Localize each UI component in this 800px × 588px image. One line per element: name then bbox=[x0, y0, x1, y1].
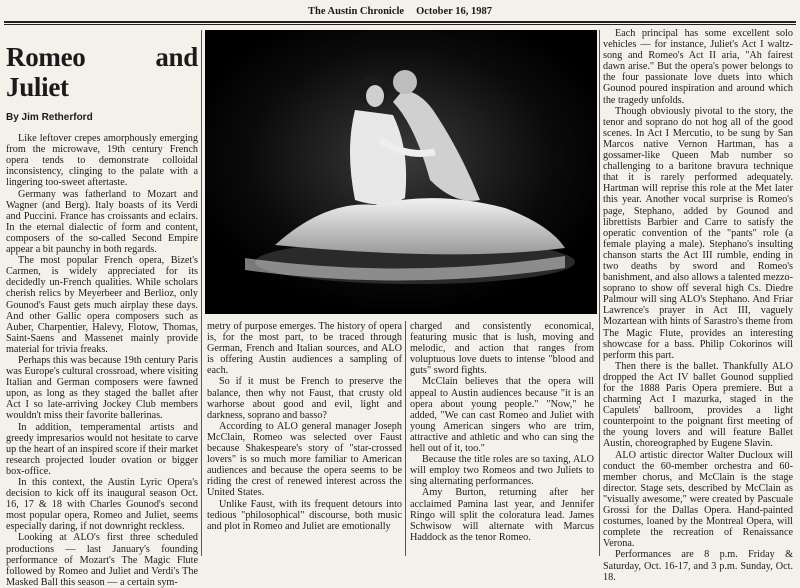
paragraph: Because the title roles are so taxing, ALO will employ two Romeos and two Juliets to sing alternating performances. bbox=[410, 454, 594, 488]
paragraph: Looking at ALO's first three scheduled productions — last January's founding performance of Mozart's The Magic Flute followed by Romeo and Juliet and Verdi's The Masked Ball this season — a certain sym- bbox=[6, 532, 198, 588]
article-byline: By Jim Retherford bbox=[6, 112, 93, 123]
paragraph: ALO artistic director Walter Ducloux will conduct the 60-member orchestra and 60-member chorus, and McClain is the stage director. Stage sets, described by McClain as "visually awesome," were created by Pascuale Grossi for the Dallas Opera. Hand-painted costumes, loaned by the Montreal Opera, will complete the recreation of Renaissance Verona. bbox=[603, 449, 793, 550]
article-headline: Romeo and Juliet bbox=[6, 42, 198, 102]
photo-illustration bbox=[205, 30, 597, 314]
column-divider bbox=[599, 30, 600, 556]
column-divider bbox=[405, 321, 406, 556]
running-head bbox=[0, 6, 800, 20]
paragraph: According to ALO general manager Joseph McClain, Romeo was selected over Faust because Shakespeare's story of "star-crossed lovers" is so much more familiar to American audiences and because the opera seems to be riding the crest of renewed interest across the United States. bbox=[207, 420, 402, 499]
paragraph: The most popular French opera, Bizet's Carmen, is widely appreciated for its decidedly un-French qualities. While scholars cherish relics by Meyerbeer and Berlioz, only Gounod's Faust gets much airplay these days. And other Gallic opera composers such as Auber, Charpentier, Halevy, Flotow, Thomas, Saint-Saens and Massenet mainly provide material for trivia freaks. bbox=[6, 255, 198, 355]
article-column-3 bbox=[410, 321, 594, 543]
article-column-1 bbox=[6, 38, 198, 588]
paragraph: Germany was fatherland to Mozart and Wagner (and Berg). Italy boasts of its Verdi and Puccini. France has croissants and eclairs. In the eternal dialectic of form and content, composers of the so-called Second Empire appear a bit paunchy in both regards. bbox=[6, 188, 198, 256]
issue-date: October 16, 1987 bbox=[416, 6, 492, 17]
paragraph: charged and consistently economical, featuring music that is lush, moving and melodic, and action that ranges from voluptuous love duets to intense "blood and guts" sword fights. bbox=[410, 321, 594, 377]
publication-name: The Austin Chronicle bbox=[308, 6, 405, 17]
paragraph: McClain believes that the opera will appeal to Austin audiences because "it is an opera about young people." "Now," he added, "We can cast Romeo and Juliet with young American singers who are trim, attractive and athletic and who can sing the hell out of it, too." bbox=[410, 376, 594, 455]
article-column-2 bbox=[207, 321, 402, 532]
paragraph: Performances are 8 p.m. Friday & Saturday, Oct. 16-17, and 3 p.m. Sunday, Oct. 18. bbox=[603, 549, 793, 583]
paragraph: So if it must be French to preserve the balance, then why not Faust, that crusty old warhorse about good and evil, light and darkness, soprano and basso? bbox=[207, 376, 402, 421]
photo-credit: PHOTO BY CAREY FOUTS bbox=[785, 217, 791, 280]
paragraph: Each principal has some excellent solo vehicles — for instance, Juliet's Act I waltz-song and Romeo's Act II aria, "Ah fairest dawn arise." But the opera's power belongs to the four passionate love duets into which Gounod poured inspiration and around which the tragedy unfolds. bbox=[603, 28, 793, 106]
paragraph: Like leftover crepes amorphously emerging from the microwave, 19th century French opera tends to demonstrate colloidal inconsistency, clinging to the palate with a lingering too-sweet aftertaste. bbox=[6, 133, 198, 189]
paragraph: metry of purpose emerges. The history of opera is, for the most part, to be traced through German, French and Italian sources, and ALO is offering Austin audiences a sampling of each. bbox=[207, 321, 402, 377]
paragraph: Then there is the ballet. Thankfully ALO dropped the Act IV ballet Gounod supplied for the 1888 Paris Opera premiere. But a charming Act I mazurka, staged in the Capulets' ballroom, provides a light counterpoint to the poignant first meeting of the young lovers and will feature Ballet Austin, choreographed by Eugene Slavin. bbox=[603, 360, 793, 450]
paragraph: Unlike Faust, with its frequent detours into tedious "philosophical" discourse, both music and plot in Romeo and Juliet are emotionally bbox=[207, 498, 402, 532]
paragraph: In this context, the Austin Lyric Opera's decision to kick off its inaugural season Oct. 16, 17 & 18 with Charles Gounod's second most popular opera, Romeo and Juliet, seems especially daring, if not downright reckless. bbox=[6, 477, 198, 533]
article-column-4 bbox=[603, 28, 793, 583]
paragraph: Though obviously pivotal to the story, the tenor and soprano do not hog all of the good scenes. In Act I Mercutio, to be sung by San Marcos native Vernon Hartman, has a gossamer-like Queen Mab number so challenging to a baritone bravura technique that it is rarely performed adequately. Hartman will reprise this role at the Met later this year. Another vocal surprise is Romeo's page, Stephano, added by Gounod and librettists Barbier and Carre to satisfy the operatic convention of the "pants" role (a female playing a male). Stephano's insulting chanson starts the Act III rumble, ending in two deaths by sword and Romeo's banishment, and also allows a talented mezzo-soprano to show off several high Cs. Diedre Palmour will sing ALO's Stephano. And Friar Lawrence's prayer in Act III, vaguely Mozartean with hints of Sarastro's theme from The Magic Flute, provides an interesting showcase for a bass. Philip Cokorinos will perform this part. bbox=[603, 105, 793, 361]
header-rule bbox=[4, 21, 796, 23]
paragraph: Perhaps this was because 19th century Paris was Europe's cultural crossroad, where visiting Italian and German composers were fawned upon, as long as they staged the ballet after Act I so late-arriving Jockey Club members wouldn't miss their favorite ballerinas. bbox=[6, 354, 198, 422]
paragraph: In addition, temperamental artists and greedy impresarios would not hesitate to carve up the heart of an inspired score if their market research projected louder ovation or bigger box-office. bbox=[6, 421, 198, 477]
header-rule-thin bbox=[4, 24, 796, 25]
paragraph: Amy Burton, returning after her acclaimed Pamina last year, and Jennifer Ringo will split the coloratura lead. James Schwisow will alternate with Marcus Haddock as the tenor Romeo. bbox=[410, 487, 594, 543]
column-divider bbox=[201, 30, 202, 556]
